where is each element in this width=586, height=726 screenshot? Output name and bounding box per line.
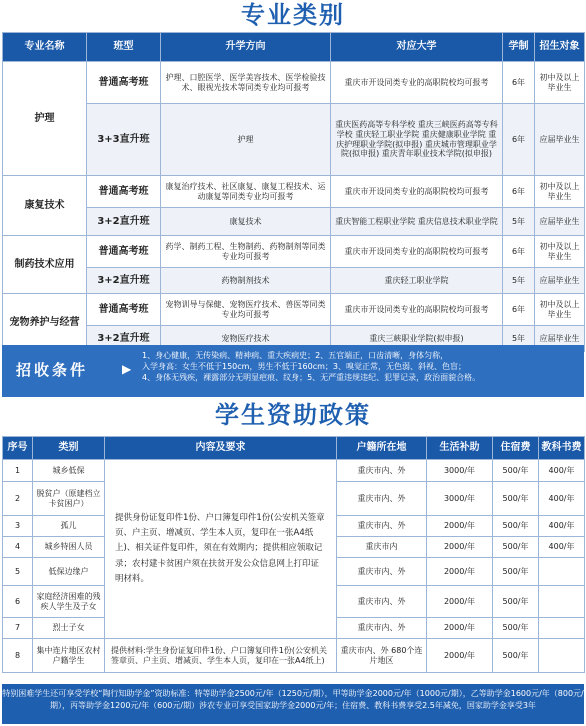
years-cell: 5年 xyxy=(503,208,535,236)
header-dorm: 住宿费 xyxy=(493,437,539,460)
books-cell: 400/年 xyxy=(539,516,585,537)
books-cell xyxy=(539,618,585,639)
major-name: 康复技术 xyxy=(3,176,87,236)
condition-line: 4、身体无残疾，裸露部分无明显疤痕、纹身；5、无严重违规违纪、犯罪记录，政治面貌合格。 xyxy=(142,373,481,382)
class-type: 普通高考班 xyxy=(87,294,161,326)
university-cell: 重庆轻工职业学院 xyxy=(331,268,503,294)
target-cell: 初中及以上毕业生 xyxy=(535,236,585,268)
dorm-cell: 500/年 xyxy=(493,516,539,537)
row-number: 1 xyxy=(3,460,33,482)
years-cell: 6年 xyxy=(503,176,535,208)
major-table xyxy=(2,32,585,352)
header-requirements: 内容及要求 xyxy=(105,437,337,460)
row-number: 8 xyxy=(3,639,33,673)
huji-cell: 重庆市内、外 xyxy=(337,618,427,639)
header-no: 序号 xyxy=(3,437,33,460)
target-cell: 应届毕业生 xyxy=(535,208,585,236)
target-cell: 应届毕业生 xyxy=(535,326,585,352)
living-cell: 2000/年 xyxy=(427,639,493,673)
condition-line: 入学身高：女生不低于150cm，男生不低于160cm；3、嗅觉正常，无色弱、斜视、色盲； xyxy=(142,362,467,371)
header-target: 招生对象 xyxy=(535,33,585,62)
scholarship-footer-note: 特别困难学生还可享受学校“陶行知助学金”资助标准：特等助学金2500元/年（1250元/期），甲等助学金2000元/年（1000元/期），乙等助学金1600元/年（800元/期），丙等助学金1200元/年（600元/期）涉农专业可享受国家助学金2000元/年；住宿费、教科书费享受2.5年减免，国家助学金享受3年 xyxy=(2,684,584,724)
target-cell: 应届毕业生 xyxy=(535,268,585,294)
books-cell: 400/年 xyxy=(539,482,585,516)
direction-cell: 康复技术 xyxy=(161,208,331,236)
class-type: 3+2直升班 xyxy=(87,268,161,294)
major-name: 护理 xyxy=(3,62,87,176)
header-class-type: 班型 xyxy=(87,33,161,62)
direction-cell: 护理、口腔医学、医学美容技术、医学检验技术、眼视光技术等同类专业均可报考 xyxy=(161,62,331,104)
years-cell: 6年 xyxy=(503,62,535,104)
huji-cell: 重庆市内、外 xyxy=(337,558,427,586)
direction-cell: 护理 xyxy=(161,104,331,176)
target-cell: 应届毕业生 xyxy=(535,104,585,176)
major-name: 制药技术应用 xyxy=(3,236,87,294)
dorm-cell: 500/年 xyxy=(493,537,539,558)
living-cell: 3000/年 xyxy=(427,482,493,516)
direction-cell: 康复治疗技术、社区康复、康复工程技术、运动康复等同类专业均可报考 xyxy=(161,176,331,208)
category-cell: 家庭经济困难的残疾人学生及子女 xyxy=(33,586,105,618)
category-cell: 低保边缘户 xyxy=(33,558,105,586)
huji-cell: 重庆市内、外 xyxy=(337,586,427,618)
condition-line: 1、身心健康，无传染病、精神病、重大疾病史；2、五官端正，口齿清晰，身体匀称， xyxy=(142,351,449,360)
direction-cell: 药学、制药工程、生物制药、药物制剂等同类专业均可报考 xyxy=(161,236,331,268)
requirements-cell: 提供材料:学生身份证复印件1份、户口簿复印件1份(公安机关签章页、户主页、增减页、学生本人页，复印在一张A4纸上) xyxy=(105,639,337,673)
header-category: 类别 xyxy=(33,437,105,460)
header-books: 教科书费 xyxy=(539,437,585,460)
books-cell xyxy=(539,586,585,618)
row-number: 4 xyxy=(3,537,33,558)
years-cell: 6年 xyxy=(503,294,535,326)
category-cell: 城乡低保 xyxy=(33,460,105,482)
books-cell: 400/年 xyxy=(539,537,585,558)
books-cell xyxy=(539,639,585,673)
university-cell: 重庆智能工程职业学院 重庆信息技术职业学院 xyxy=(331,208,503,236)
requirements-cell: 提供身份证复印件1份、户口簿复印件1份(公安机关签章页、户主页、增减页、学生本人页，复印在一张A4纸上)、相关证件复印件，须在有效期内；提供相应领取记录；农村建卡贫困户须在扶贫开发公众信息网上打印证明材料。 xyxy=(105,460,337,639)
target-cell: 初中及以上毕业生 xyxy=(535,176,585,208)
university-cell: 重庆市开设同类专业的高职院校均可报考 xyxy=(331,176,503,208)
living-cell: 2000/年 xyxy=(427,516,493,537)
category-cell: 孤儿 xyxy=(33,516,105,537)
category-cell: 集中连片地区农村户籍学生 xyxy=(33,639,105,673)
section-title-majors: 专业类别 xyxy=(241,1,345,29)
header-university: 对应大学 xyxy=(331,33,503,62)
huji-cell: 重庆市内、外 xyxy=(337,516,427,537)
section-title-aid: 学生资助政策 xyxy=(215,401,371,429)
class-type: 普通高考班 xyxy=(87,176,161,208)
target-cell: 初中及以上毕业生 xyxy=(535,294,585,326)
row-number: 3 xyxy=(3,516,33,537)
arrow-right-icon: ▶ xyxy=(122,362,132,376)
university-cell: 重庆三峡职业学院(拟申报) xyxy=(331,326,503,352)
row-number: 7 xyxy=(3,618,33,639)
years-cell: 6年 xyxy=(503,104,535,176)
row-number: 5 xyxy=(3,558,33,586)
years-cell: 5年 xyxy=(503,326,535,352)
header-huji: 户籍所在地 xyxy=(337,437,427,460)
major-name: 宠物养护与经营 xyxy=(3,294,87,352)
header-major-name: 专业名称 xyxy=(3,33,87,62)
university-cell: 重庆市开设同类专业的高职院校均可报考 xyxy=(331,62,503,104)
class-type: 3+2直升班 xyxy=(87,208,161,236)
years-cell: 6年 xyxy=(503,236,535,268)
class-type: 3+2直升班 xyxy=(87,326,161,352)
living-cell: 2000/年 xyxy=(427,618,493,639)
category-cell: 城乡特困人员 xyxy=(33,537,105,558)
category-cell: 烈士子女 xyxy=(33,618,105,639)
header-direction: 升学方向 xyxy=(161,33,331,62)
header-years: 学制 xyxy=(503,33,535,62)
years-cell: 5年 xyxy=(503,268,535,294)
class-type: 3+3直升班 xyxy=(87,104,161,176)
living-cell: 2000/年 xyxy=(427,537,493,558)
target-cell: 初中及以上毕业生 xyxy=(535,62,585,104)
direction-cell: 药物制剂技术 xyxy=(161,268,331,294)
huji-cell: 重庆市内、外 xyxy=(337,482,427,516)
class-type: 普通高考班 xyxy=(87,236,161,268)
header-living: 生活补助 xyxy=(427,437,493,460)
living-cell: 2000/年 xyxy=(427,586,493,618)
aid-table xyxy=(2,436,585,673)
books-cell: 400/年 xyxy=(539,460,585,482)
huji-cell: 重庆市内、外 680个连片地区 xyxy=(337,639,427,673)
huji-cell: 重庆市内、外 xyxy=(337,460,427,482)
university-cell: 重庆市开设同类专业的高职院校均可报考 xyxy=(331,294,503,326)
books-cell xyxy=(539,558,585,586)
row-number: 2 xyxy=(3,482,33,516)
university-cell: 重庆市开设同类专业的高职院校均可报考 xyxy=(331,236,503,268)
dorm-cell: 500/年 xyxy=(493,618,539,639)
category-cell: 脱贫户（原建档立卡贫困户） xyxy=(33,482,105,516)
dorm-cell: 500/年 xyxy=(493,639,539,673)
direction-cell: 宠物训导与保健、宠物医疗技术、兽医等同类专业均可报考 xyxy=(161,294,331,326)
living-cell: 3000/年 xyxy=(427,460,493,482)
huji-cell: 重庆市内 xyxy=(337,537,427,558)
conditions-label: 招收条件 xyxy=(16,361,89,379)
admission-conditions-banner xyxy=(2,345,584,397)
living-cell: 2000/年 xyxy=(427,558,493,586)
dorm-cell: 500/年 xyxy=(493,558,539,586)
dorm-cell: 500/年 xyxy=(493,482,539,516)
dorm-cell: 500/年 xyxy=(493,586,539,618)
direction-cell: 宠物医疗技术 xyxy=(161,326,331,352)
row-number: 6 xyxy=(3,586,33,618)
class-type: 普通高考班 xyxy=(87,62,161,104)
university-cell: 重庆医药高等专科学校 重庆三峡医药高等专科学校 重庆轻工职业学院 重庆健康职业学院 重庆护理职业学院(拟申报) 重庆城市管理职业学院(拟申报) 重庆青年职业技术学院(拟申报) xyxy=(331,104,503,176)
dorm-cell: 500/年 xyxy=(493,460,539,482)
conditions-text xyxy=(142,350,578,383)
